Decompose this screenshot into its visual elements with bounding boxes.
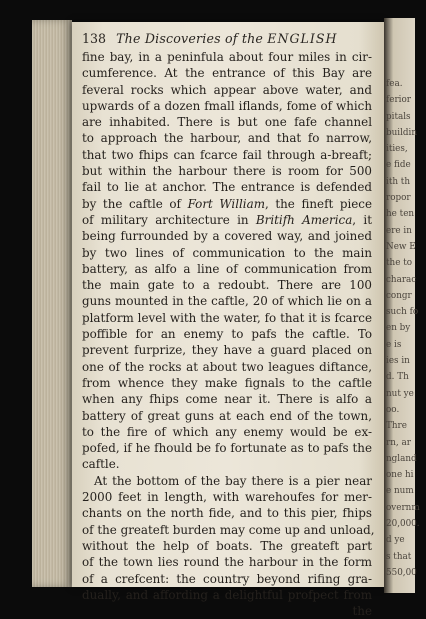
fragment-line: ities, [386, 144, 408, 155]
fragment-line: e is [386, 339, 402, 350]
text-line: pofed, if he fhould be fo fortunate as to pafs the [82, 441, 372, 456]
text-line: to the fire of which any enemy would be ex- [82, 424, 372, 439]
text-line: of a crefcent: the country beyond rifing gra- [82, 571, 372, 586]
page-edges [32, 20, 72, 587]
text-line: the main gate to a redoubt. There are 100 [82, 278, 372, 293]
fragment-line: such fo [386, 307, 419, 318]
fragment-line: nut ye [386, 388, 414, 399]
book-left-page-block [32, 20, 384, 619]
text-line: by two lines of communication to the main [82, 245, 372, 260]
fragment-line: ngland [386, 453, 417, 464]
text-line: chants on the north fide, and to this pier, fhips [82, 506, 372, 521]
page-number: 138 [82, 31, 107, 46]
fragment-line: ere in [386, 225, 412, 236]
book-page [72, 22, 384, 619]
running-head-caps: ENGLISH [267, 31, 338, 46]
text-line: being furrounded by a covered way, and joined [82, 229, 372, 244]
fragment-line: d ye [386, 535, 405, 546]
fragment-line: 20,000. [386, 519, 420, 530]
fragment-line: overnm [386, 502, 420, 513]
text-line: caftle. [82, 457, 120, 472]
fragment-line: charac [386, 274, 417, 285]
fragment-line: rn, ar [386, 437, 411, 448]
text-line: 2000 feet in length, with warehoufes for mer- [82, 490, 372, 505]
fragment-line: New E [386, 241, 416, 252]
text-line: fail to lie at anchor. The entrance is defended [82, 180, 372, 195]
fragment-line: en by [386, 323, 411, 334]
fragment-line: ferior [386, 95, 411, 106]
running-head-text: The Discoveries of the [116, 31, 264, 46]
fragment-line: the to [386, 258, 413, 269]
text-line-fort-william: by the caftle of Fort William, the fineft piece [82, 196, 373, 211]
text-line: to approach the harbour, and that fo narrow, [82, 131, 372, 146]
fragment-line: ropor [386, 193, 411, 204]
fragment-line: ies in [386, 356, 410, 367]
text-line: of the greateft burden may come up and unload, [82, 522, 375, 537]
text-line: battery, as alfo a line of communication from [82, 261, 372, 276]
fragment-line: oo. [386, 404, 400, 415]
fragment-line: fea. [386, 79, 403, 89]
italic-british-america: Britifh America [255, 212, 353, 227]
text-line: of the town lies round the harbour in the form [82, 555, 372, 570]
text-line: upwards of a dozen fmall iflands, fome of which [82, 98, 372, 113]
fragment-line: Thre [386, 421, 407, 432]
facing-page-edge [384, 18, 420, 593]
text-line: when any fhips come near it. There is alfo a [82, 392, 372, 407]
text-line: but within the harbour there is room for 500 [82, 164, 372, 179]
text-line: platform level with the water, fo that it is fcarce [82, 310, 372, 325]
fragment-line: e num [386, 486, 414, 497]
text-line: one of the rocks at about two leagues diftance, [82, 359, 372, 374]
page-body [82, 49, 375, 619]
text-line-british-america: of military architecture in Britifh America, it [82, 212, 372, 227]
fragment-line: 550,00 [386, 567, 417, 578]
fragment-line: ith th [386, 176, 411, 187]
text-line: dually, and affording a delightful profpect from [82, 587, 372, 602]
facing-page-fragments [386, 76, 426, 581]
text-line: poffible for an enemy to pafs the caftle. To [82, 327, 372, 342]
paragraph-start-line: At the bottom of the bay there is a pier near [94, 473, 372, 488]
italic-fort-william: Fort William [187, 196, 265, 211]
text-line: are inhabited. There is but one fafe channel [82, 115, 372, 130]
text-line: prevent furprize, they have a guard placed on [82, 343, 372, 358]
text-line: feveral rocks which appear above water, and [82, 82, 372, 97]
fragment-line: e fide [386, 160, 411, 171]
page-header [82, 30, 378, 48]
fragment-line: congr [386, 290, 412, 301]
fragment-line: buildin [386, 127, 418, 138]
fragment-line: one hi [386, 470, 414, 481]
text-line: guns mounted in the caftle, 20 of which lie on a [82, 294, 372, 309]
fragment-line: s that [386, 551, 412, 562]
catchword: the [352, 604, 372, 619]
fragment-line: he ten [386, 209, 415, 220]
fragment-line: d. Th [386, 372, 409, 383]
text-line: cumference. At the entrance of this Bay are [82, 66, 372, 81]
text-line: battery of great guns at each end of the town, [82, 408, 372, 423]
fragment-line: pitals [386, 111, 411, 122]
running-head [116, 31, 337, 46]
text-line: from whence they make fignals to the caftle [82, 375, 372, 390]
text-line: without the help of boats. The greateft part [82, 538, 372, 553]
text-line: that two fhips can fcarce fail through a-breaft; [82, 147, 372, 162]
text-line: fine bay, in a peninfula about four miles in cir- [82, 50, 372, 64]
